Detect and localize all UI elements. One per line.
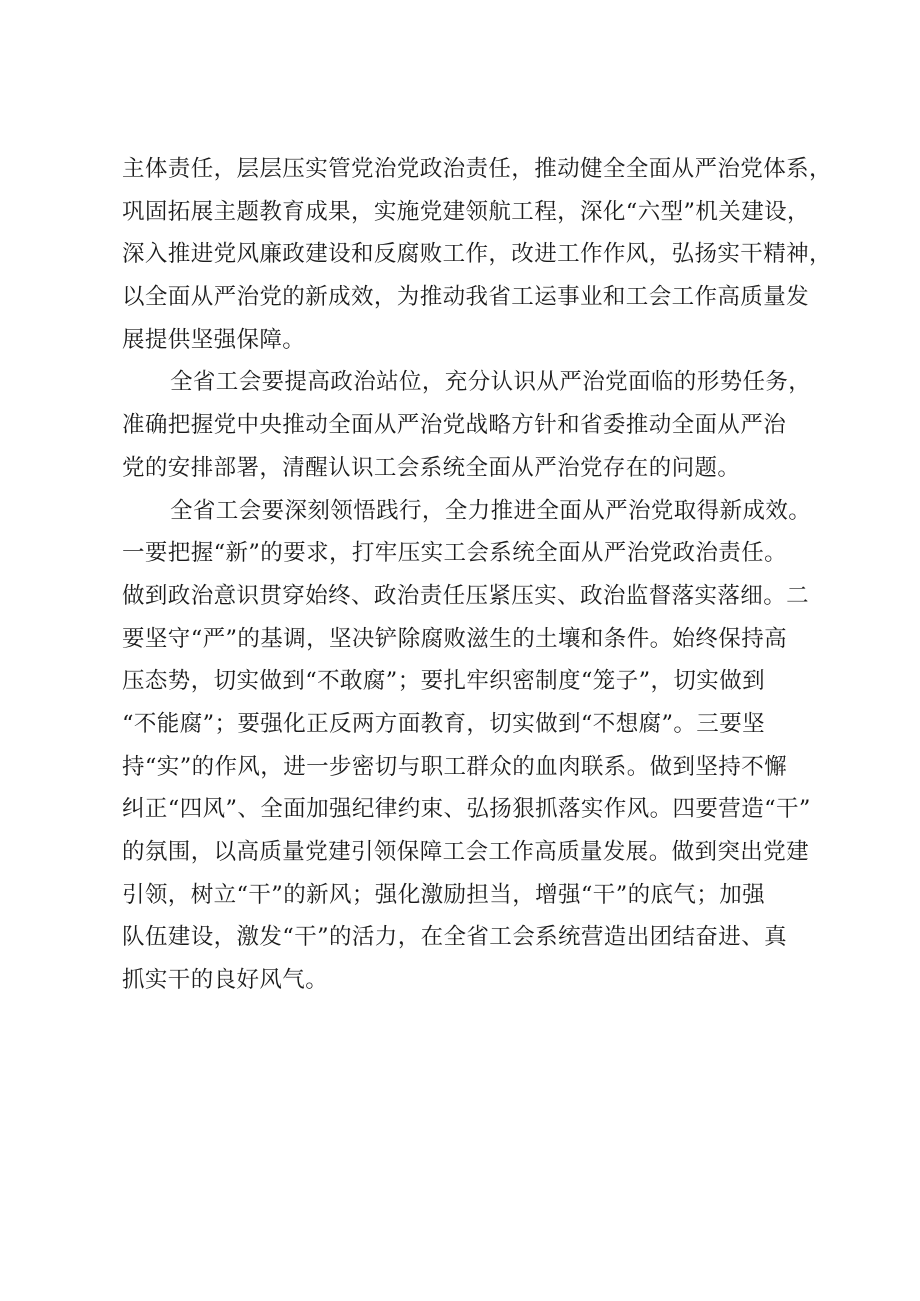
paragraph-party-responsibility [122,148,832,361]
text-line: 的氛围，以高质量党建引领保障工会工作高质量发展。做到突出党建 [122,839,810,865]
text-line: 以全面从严治党的新成效，为推动我省工运事业和工会工作高质量发 [122,284,810,311]
text-line: 准确把握党中央推动全面从严治党战略方针和省委推动全面从严治 [122,412,787,439]
text-line: 主体责任，层层压实管党治党政治责任，推动健全全面从严治党体系， [122,156,832,182]
text-line: 全省工会要深刻领悟践行，全力推进全面从严治党取得新成效。 [170,497,812,524]
text-line: 持“实”的作风，进一步密切与职工群众的血肉联系。做到坚持不懈 [122,753,788,780]
text-line: 抓实干的良好风气。 [122,967,329,994]
paragraph-practice [122,490,812,1002]
text-line: 纠正“四风”、全面加强纪律约束、弘扬狠抓落实作风。四要营造“干” [122,796,811,823]
text-line: 展提供坚强保障。 [122,326,306,353]
text-line: 队伍建设，激发“干”的活力，在全省工会系统营造出团结奋进、真 [122,924,788,951]
text-line: 巩固拓展主题教育成果，实施党建领航工程，深化“六型”机关建设， [122,198,810,225]
text-line: 要坚守“严”的基调，坚决铲除腐败滋生的土壤和条件。始终保持高 [122,625,788,652]
text-line: 做到政治意识贯穿始终、政治责任压紧压实、政治监督落实落细。二 [122,582,810,609]
document-body [122,148,832,1002]
paragraph-political-stance [122,361,812,489]
text-line: “不能腐”；要强化正反两方面教育，切实做到“不想腐”。三要坚 [122,710,766,737]
text-line: 党的安排部署，清醒认识工会系统全面从严治党存在的问题。 [122,454,741,481]
text-line: 压态势，切实做到“不敢腐”；要扎牢织密制度“笼子”，切实做到 [122,668,766,695]
text-line: 深入推进党风廉政建设和反腐败工作，改进工作作风，弘扬实干精神， [122,241,832,268]
text-line: 全省工会要提高政治站位，充分认识从严治党面临的形势任务， [170,369,812,396]
text-line: 一要把握“新”的要求，打牢压实工会系统全面从严治党政治责任。 [122,540,788,567]
text-line: 引领，树立“干”的新风；强化激励担当，增强“干”的底气；加强 [122,881,766,908]
